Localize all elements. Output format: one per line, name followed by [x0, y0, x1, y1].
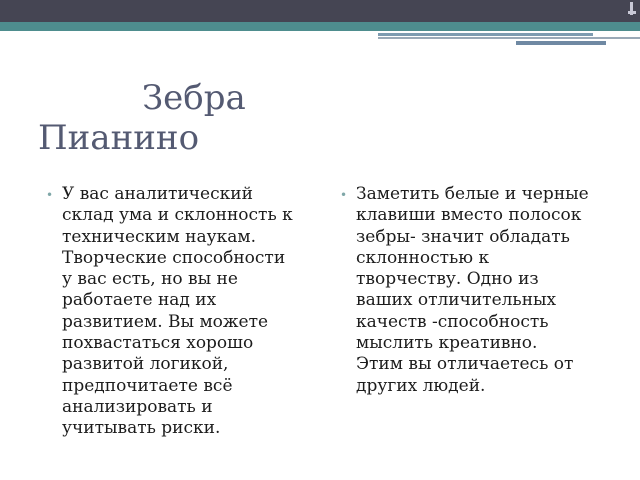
bullet-icon: • [46, 188, 54, 202]
title-line-1: Зебра [142, 78, 246, 118]
decorative-line [516, 41, 606, 45]
accent-band [0, 22, 640, 31]
right-paragraph: Заметить белые и черные клавиши вместо полосок зебры- значит обладать склонностью к творчеству. Одно из ваших отличительных качеств -способность мыслить креативно. Этим вы отличаетесь от других людей. [356, 184, 589, 396]
title-line-2: Пианино [38, 118, 200, 158]
right-column [340, 184, 610, 397]
decorative-line [378, 37, 640, 39]
decorative-line [378, 33, 593, 36]
header-band [0, 0, 640, 22]
left-column [46, 184, 316, 440]
bullet-icon: • [340, 188, 348, 202]
slide-title [38, 78, 598, 158]
decorative-lines [378, 31, 640, 47]
corner-marker-icon [628, 2, 636, 15]
left-paragraph: У вас аналитический склад ума и склонность к техническим наукам. Творческие способности у вас есть, но вы не работаете над их развитием. Вы можете похвастаться хорошо развитой логикой, предпочитаете всё анализировать и учитывать риски. [62, 184, 293, 439]
